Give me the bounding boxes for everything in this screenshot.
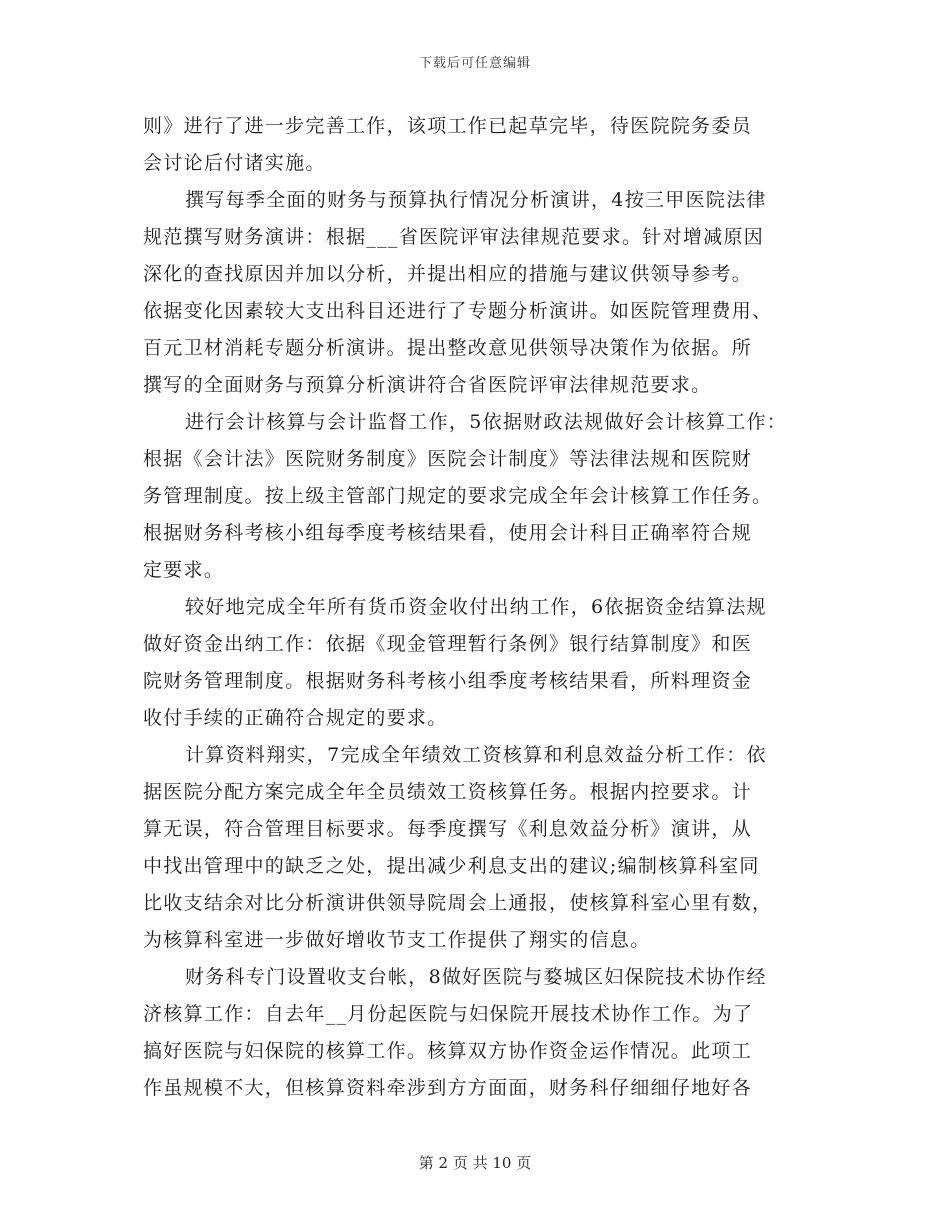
page-header: 下载后可任意编辑 <box>418 56 531 71</box>
text-line: 比收支结余对比分析演讲供领导院周会上通报，使核算科室心里有数， <box>143 892 773 914</box>
paragraph-start-line: 进行会计核算与会计监督工作，5依据财政法规做好会计核算工作： <box>185 411 788 433</box>
paragraph-start-line: 财务科专门设置收支台帐，8做好医院与婺城区妇保院技术协作经 <box>185 966 767 988</box>
text-line: 为核算科室进一步做好增收节支工作提供了翔实的信息。 <box>143 929 651 951</box>
text-line: 收付手续的正确符合规定的要求。 <box>143 707 448 729</box>
text-line: 根据《会计法》医院财务制度》医院会计制度》等法律法规和医院财 <box>143 448 753 470</box>
text-line: 依据变化因素较大支出科目还进行了专题分析演讲。如医院管理费用、 <box>143 300 773 322</box>
text-line: 院财务管理制度。根据财务科考核小组季度考核结果看，所料理资金 <box>143 670 753 692</box>
paragraph-start-line: 撰写每季全面的财务与预算执行情况分析演讲，4按三甲医院法律 <box>185 189 767 211</box>
text-line: 则》进行了进一步完善工作，该项工作已起草完毕，待医院院务委员 <box>143 115 753 137</box>
text-line: 深化的查找原因并加以分析，并提出相应的措施与建议供领导参考。 <box>143 263 753 285</box>
text-line: 济核算工作：自去年__月份起医院与妇保院开展技术协作工作。为了 <box>143 1003 754 1025</box>
text-line: 作虽规模不大，但核算资料牵涉到方方面面，财务科仔细细仔地好各 <box>143 1077 753 1099</box>
text-line: 务管理制度。按上级主管部门规定的要求完成全年会计核算工作任务。 <box>143 485 773 507</box>
text-line: 百元卫材消耗专题分析演讲。提出整改意见供领导决策作为依据。所 <box>143 337 753 359</box>
paragraph-start-line: 计算资料翔实，7完成全年绩效工资核算和利息效益分析工作：依 <box>185 744 767 766</box>
text-line: 搞好医院与妇保院的核算工作。核算双方协作资金运作情况。此项工 <box>143 1040 753 1062</box>
document-body <box>143 108 823 1107</box>
page-footer: 第 2 页 共 10 页 <box>418 1154 532 1172</box>
text-line: 中找出管理中的缺乏之处，提出减少利息支出的建议;编制核算科室同 <box>143 855 760 877</box>
text-line: 根据财务科考核小组每季度考核结果看，使用会计科目正确率符合规 <box>143 522 753 544</box>
paragraph-start-line: 较好地完成全年所有货币资金收付出纳工作，6依据资金结算法规 <box>185 596 767 618</box>
text-line: 会讨论后付诸实施。 <box>143 152 326 174</box>
text-line: 规范撰写财务演讲：根据___省医院评审法律规范要求。针对增减原因 <box>143 226 765 248</box>
text-line: 据医院分配方案完成全年全员绩效工资核算任务。根据内控要求。计 <box>143 781 753 803</box>
text-line: 定要求。 <box>143 559 225 581</box>
text-line: 算无误，符合管理目标要求。每季度撰写《利息效益分析》演讲，从 <box>143 818 753 840</box>
text-line: 撰写的全面财务与预算分析演讲符合省医院评审法律规范要求。 <box>143 374 712 396</box>
text-line: 做好资金出纳工作：依据《现金管理暂行条例》银行结算制度》和医 <box>143 633 753 655</box>
